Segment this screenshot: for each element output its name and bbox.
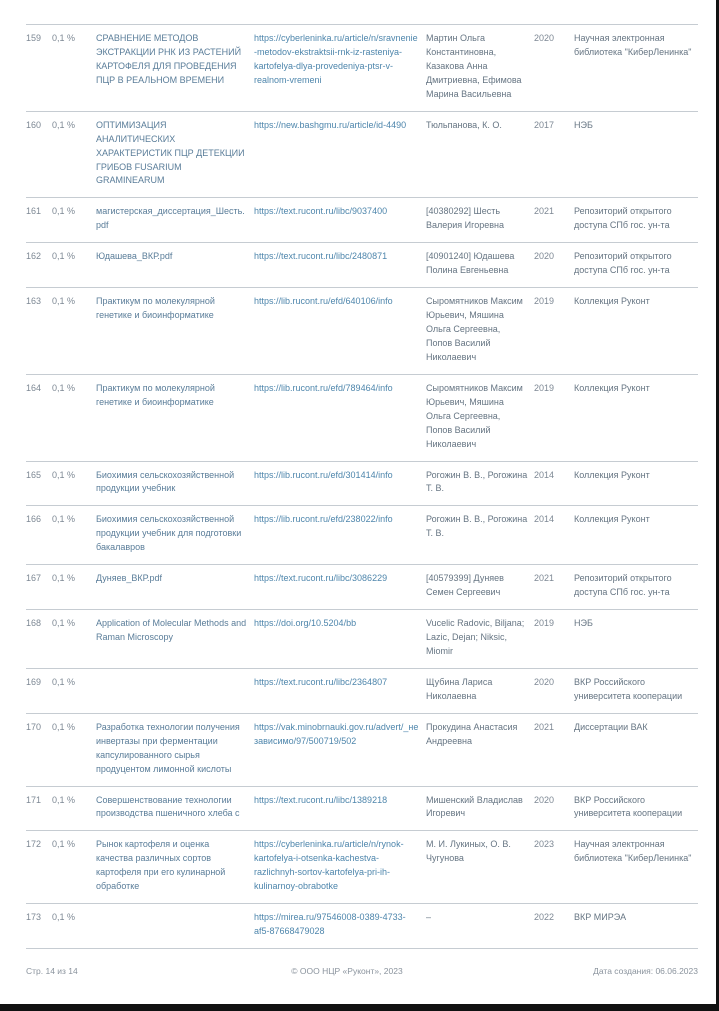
source-url-link[interactable]: https://lib.rucont.ru/efd/640106/info <box>254 296 393 307</box>
source-url-cell <box>254 786 426 831</box>
collection-cell: НЭБ <box>574 610 698 669</box>
percent-cell: 0,1 % <box>52 506 96 565</box>
row-number-cell: 159 <box>26 25 52 112</box>
sources-table <box>26 24 698 949</box>
source-url-link[interactable]: https://text.rucont.ru/libc/9037400 <box>254 206 388 217</box>
source-url-cell <box>254 25 426 112</box>
table-row <box>26 831 698 904</box>
source-title-cell: Разработка технологии получения инвертазы при ферментации капсулированного сырья продуцентом лимонной кислоты <box>96 713 254 786</box>
collection-cell: Коллекция Руконт <box>574 288 698 375</box>
source-url-cell <box>254 461 426 506</box>
source-title-cell: магистерская_диссертация_Шесть.pdf <box>96 198 254 243</box>
year-cell: 2020 <box>534 243 574 288</box>
source-url-cell <box>254 831 426 904</box>
authors-cell: – <box>426 904 534 949</box>
creation-date: Дата создания: 06.06.2023 <box>593 966 698 976</box>
source-url-cell <box>254 111 426 198</box>
collection-cell: Репозиторий открытого доступа СПб гос. ун-та <box>574 565 698 610</box>
row-number-cell: 170 <box>26 713 52 786</box>
year-cell: 2014 <box>534 461 574 506</box>
row-number-cell: 166 <box>26 506 52 565</box>
authors-cell: Тюльпанова, К. О. <box>426 111 534 198</box>
table-row <box>26 904 698 949</box>
percent-cell: 0,1 % <box>52 786 96 831</box>
row-number-cell: 161 <box>26 198 52 243</box>
year-cell: 2021 <box>534 565 574 610</box>
year-cell: 2019 <box>534 610 574 669</box>
collection-cell: Диссертации ВАК <box>574 713 698 786</box>
collection-cell: Коллекция Руконт <box>574 461 698 506</box>
row-number-cell: 163 <box>26 288 52 375</box>
source-title-cell: Рынок картофеля и оценка качества различных сортов картофеля при его кулинарной обработке <box>96 831 254 904</box>
row-number-cell: 167 <box>26 565 52 610</box>
table-row <box>26 198 698 243</box>
source-url-cell <box>254 565 426 610</box>
authors-cell: Щубина Лариса Николаевна <box>426 668 534 713</box>
year-cell: 2014 <box>534 506 574 565</box>
authors-cell: Рогожин В. В., Рогожина Т. В. <box>426 506 534 565</box>
source-url-cell <box>254 610 426 669</box>
table-row <box>26 565 698 610</box>
source-url-link[interactable]: https://new.bashgmu.ru/article/id-4490 <box>254 119 407 130</box>
row-number-cell: 164 <box>26 374 52 461</box>
year-cell: 2017 <box>534 111 574 198</box>
authors-cell: Мартин Ольга Константиновна, Казакова Анна Дмитриевна, Ефимова Марина Васильевна <box>426 25 534 112</box>
source-url-link[interactable]: https://cyberleninka.ru/article/n/sravnenie-metodov-ekstraktsii-rnk-iz-rasteniya-kartofelya-dlya-provedeniya-ptsr-v-realnom-vremeni <box>254 33 418 85</box>
row-number-cell: 162 <box>26 243 52 288</box>
collection-cell: Коллекция Руконт <box>574 374 698 461</box>
source-url-cell <box>254 904 426 949</box>
source-url-cell <box>254 713 426 786</box>
percent-cell: 0,1 % <box>52 243 96 288</box>
row-number-cell: 169 <box>26 668 52 713</box>
source-url-link[interactable]: https://doi.org/10.5204/bb <box>254 618 357 629</box>
table-row <box>26 713 698 786</box>
row-number-cell: 172 <box>26 831 52 904</box>
year-cell: 2020 <box>534 668 574 713</box>
page-number: Стр. 14 из 14 <box>26 966 78 976</box>
source-url-link[interactable]: https://lib.rucont.ru/efd/301414/info <box>254 469 393 480</box>
source-url-link[interactable]: https://text.rucont.ru/libc/2480871 <box>254 251 388 262</box>
source-title-cell: Биохимия сельскохозяйственной продукции учебник <box>96 461 254 506</box>
source-title-cell <box>96 668 254 713</box>
row-number-cell: 171 <box>26 786 52 831</box>
year-cell: 2023 <box>534 831 574 904</box>
row-number-cell: 173 <box>26 904 52 949</box>
percent-cell: 0,1 % <box>52 374 96 461</box>
year-cell: 2021 <box>534 198 574 243</box>
percent-cell: 0,1 % <box>52 111 96 198</box>
source-url-link[interactable]: https://lib.rucont.ru/efd/238022/info <box>254 514 393 525</box>
row-number-cell: 165 <box>26 461 52 506</box>
table-row <box>26 786 698 831</box>
source-title-cell: Совершенствование технологии производства пшеничного хлеба с <box>96 786 254 831</box>
source-url-link[interactable]: https://cyberleninka.ru/article/n/rynok-kartofelya-i-otsenka-kachestva-razlichnyh-sortov-kartofelya-pri-ih-kulinarnoy-obrabotke <box>254 839 404 892</box>
source-title-cell: Юдашева_ВКР.pdf <box>96 243 254 288</box>
table-row <box>26 506 698 565</box>
source-title-cell: Практикум по молекулярной генетике и биоинформатике <box>96 288 254 375</box>
source-title-cell: СРАВНЕНИЕ МЕТОДОВ ЭКСТРАКЦИИ РНК ИЗ РАСТЕНИЙ КАРТОФЕЛЯ ДЛЯ ПРОВЕДЕНИЯ ПЦР В РЕАЛЬНОМ ВРЕМЕНИ <box>96 25 254 112</box>
row-number-cell: 160 <box>26 111 52 198</box>
authors-cell: [40579399] Дуняев Семен Сергеевич <box>426 565 534 610</box>
authors-cell: Сыромятников Максим Юрьевич, Мяшина Ольга Сергеевна, Попов Василий Николаевич <box>426 374 534 461</box>
collection-cell: Коллекция Руконт <box>574 506 698 565</box>
authors-cell: Прокудина Анастасия Андреевна <box>426 713 534 786</box>
collection-cell: ВКР МИРЭА <box>574 904 698 949</box>
table-row <box>26 243 698 288</box>
authors-cell: М. И. Лукиных, О. В. Чугунова <box>426 831 534 904</box>
source-title-cell: Практикум по молекулярной генетике и биоинформатике <box>96 374 254 461</box>
collection-cell: Репозиторий открытого доступа СПб гос. ун-та <box>574 198 698 243</box>
percent-cell: 0,1 % <box>52 904 96 949</box>
percent-cell: 0,1 % <box>52 198 96 243</box>
table-row <box>26 668 698 713</box>
year-cell: 2020 <box>534 25 574 112</box>
percent-cell: 0,1 % <box>52 831 96 904</box>
source-url-link[interactable]: https://mirea.ru/97546008-0389-4733-af5-87668479028 <box>254 912 406 937</box>
table-row <box>26 25 698 112</box>
source-url-cell <box>254 288 426 375</box>
year-cell: 2022 <box>534 904 574 949</box>
source-url-link[interactable]: https://vak.minobrnauki.gov.ru/advert/_независимо/97/500719/502 <box>254 721 419 746</box>
percent-cell: 0,1 % <box>52 713 96 786</box>
collection-cell: Научная электронная библиотека "КиберЛенинка" <box>574 25 698 112</box>
year-cell: 2019 <box>534 288 574 375</box>
table-row <box>26 288 698 375</box>
source-url-cell <box>254 243 426 288</box>
collection-cell: ВКР Российского университета кооперации <box>574 668 698 713</box>
percent-cell: 0,1 % <box>52 461 96 506</box>
source-title-cell: Application of Molecular Methods and Raman Microscopy <box>96 610 254 669</box>
source-title-cell: Дуняев_ВКР.pdf <box>96 565 254 610</box>
percent-cell: 0,1 % <box>52 25 96 112</box>
row-number-cell: 168 <box>26 610 52 669</box>
authors-cell: Мишенский Владислав Игоревич <box>426 786 534 831</box>
authors-cell: [40380292] Шесть Валерия Игоревна <box>426 198 534 243</box>
year-cell: 2020 <box>534 786 574 831</box>
source-url-link[interactable]: https://text.rucont.ru/libc/2364807 <box>254 676 388 687</box>
authors-cell: Рогожин В. В., Рогожина Т. В. <box>426 461 534 506</box>
page-footer <box>26 966 698 976</box>
percent-cell: 0,1 % <box>52 668 96 713</box>
percent-cell: 0,1 % <box>52 288 96 375</box>
year-cell: 2021 <box>534 713 574 786</box>
sources-table-wrapper <box>26 24 698 949</box>
source-title-cell: Биохимия сельскохозяйственной продукции учебник для подготовки бакалавров <box>96 506 254 565</box>
table-row <box>26 374 698 461</box>
year-cell: 2019 <box>534 374 574 461</box>
source-url-link[interactable]: https://text.rucont.ru/libc/1389218 <box>254 794 388 805</box>
source-title-cell <box>96 904 254 949</box>
source-url-cell <box>254 374 426 461</box>
collection-cell: Репозиторий открытого доступа СПб гос. ун-та <box>574 243 698 288</box>
source-title-cell: ОПТИМИЗАЦИЯ АНАЛИТИЧЕСКИХ ХАРАКТЕРИСТИК ПЦР ДЕТЕКЦИИ ГРИБОВ FUSARIUM GRAMINEARUM <box>96 111 254 198</box>
percent-cell: 0,1 % <box>52 565 96 610</box>
source-url-link[interactable]: https://text.rucont.ru/libc/3086229 <box>254 573 388 584</box>
source-url-link[interactable]: https://lib.rucont.ru/efd/789464/info <box>254 382 393 393</box>
collection-cell: Научная электронная библиотека "КиберЛенинка" <box>574 831 698 904</box>
collection-cell: ВКР Российского университета кооперации <box>574 786 698 831</box>
table-row <box>26 610 698 669</box>
source-url-cell <box>254 506 426 565</box>
percent-cell: 0,1 % <box>52 610 96 669</box>
source-url-cell <box>254 198 426 243</box>
source-url-cell <box>254 668 426 713</box>
authors-cell: Сыромятников Максим Юрьевич, Мяшина Ольга Сергеевна, Попов Василий Николаевич <box>426 288 534 375</box>
table-row <box>26 111 698 198</box>
table-row <box>26 461 698 506</box>
copyright-text: © ООО НЦР «Руконт», 2023 <box>291 966 403 976</box>
authors-cell: Vucelic Radovic, Biljana; Lazic, Dejan; Niksic, Miomir <box>426 610 534 669</box>
collection-cell: НЭБ <box>574 111 698 198</box>
authors-cell: [40901240] Юдашева Полина Евгеньевна <box>426 243 534 288</box>
